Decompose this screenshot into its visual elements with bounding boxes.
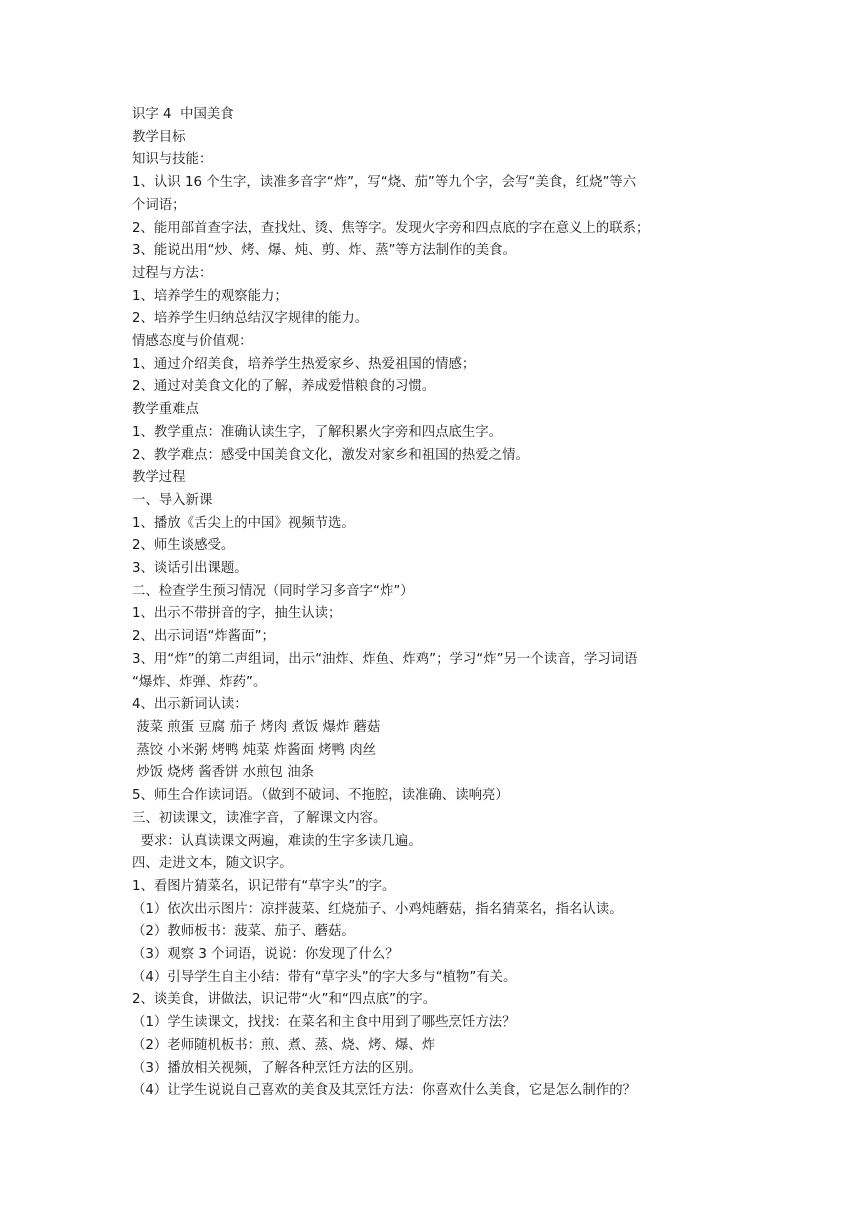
text-line: （1）依次出示图片：凉拌菠菜、红烧茄子、小鸡炖蘑菇，指名猜菜名，指名认读。 [132,901,623,917]
text-line: 2、师生谈感受。 [132,538,235,554]
text-line: 过程与方法： [132,265,213,281]
text-line: 5、师生合作读词语。（做到不破词、不拖腔，读准确、读响亮） [132,788,509,804]
text-line: 1、播放《舌尖上的中国》视频节选。 [132,515,355,531]
text-line: 二、检查学生预习情况（同时学习多音字“炸”） [132,583,414,599]
text-line: 炒饭 烧烤 酱香饼 水煎包 油条 [132,765,314,781]
text-line: 1、通过介绍美食，培养学生热爱家乡、热爱祖国的情感； [132,356,476,372]
document-body [132,104,732,1103]
text-line: 教学重难点 [132,402,199,418]
text-line: 菠菜 煎蛋 豆腐 茄子 烤肉 煮饭 爆炸 蘑菇 [132,719,381,735]
text-line: 2、出示词语“炸酱面”； [132,629,275,645]
text-line: 3、能说出用“炒、烤、爆、炖、剪、炸、蒸”等方法制作的美食。 [132,243,516,259]
text-line: 教学目标 [132,129,186,145]
text-line: 教学过程 [132,470,186,486]
text-line: 2、能用部首查字法，查找灶、烫、焦等字。发现火字旁和四点底的字在意义上的联系； [132,220,650,236]
text-line: 2、教学难点：感受中国美食文化，激发对家乡和祖国的热爱之情。 [132,447,529,463]
text-line: 一、导入新课 [132,492,213,508]
text-line: （2）教师板书：菠菜、茄子、蘑菇。 [132,924,355,940]
text-line: （4）引导学生自主小结：带有“草字头”的字大多与“植物”有关。 [132,969,517,985]
text-line: 个词语； [132,197,186,213]
text-line: 1、认识 16 个生字，读准多音字“炸”，写“烧、茄”等九个字，会写“美食，红烧”等六 [132,175,637,191]
text-line: 1、教学重点：准确认读生字，了解积累火字旁和四点底生字。 [132,424,503,440]
text-line: 情感态度与价值观： [132,334,253,350]
text-line: （3）观察 3 个词语，说说：你发现了什么？ [132,947,399,963]
text-line: 四、走进文本，随文识字。 [132,856,293,872]
text-line: （4）让学生说说自己喜欢的美食及其烹饪方法：你喜欢什么美食，它是怎么制作的？ [132,1083,636,1099]
text-line: 2、谈美食，讲做法，识记带“火”和“四点底”的字。 [132,992,437,1008]
text-line: 要求：认真读课文两遍，难读的生字多读几遍。 [132,833,422,849]
text-line: “爆炸、炸弹、炸药”。 [132,674,267,690]
text-line: 1、出示不带拼音的字，抽生认读； [132,606,342,622]
text-line: 4、出示新词认读： [132,697,248,713]
text-line: 2、通过对美食文化的了解，养成爱惜粮食的习惯。 [132,379,436,395]
text-line: 蒸饺 小米粥 烤鸭 炖菜 炸酱面 烤鸭 肉丝 [132,742,377,758]
text-line: 三、初读课文，读准字音，了解课文内容。 [132,810,387,826]
text-line: 识字 4 中国美食 [132,107,234,122]
text-line: （3）播放相关视频，了解各种烹饪方法的区别。 [132,1060,422,1076]
text-line: 知识与技能： [132,152,213,168]
text-line: （2）老师随机板书：煎、煮、蒸、烧、烤、爆、炸 [132,1037,436,1053]
text-line: 1、培养学生的观察能力； [132,288,288,304]
text-line: 2、培养学生归纳总结汉字规律的能力。 [132,311,369,327]
text-line: 1、看图片猜菜名，识记带有“草字头”的字。 [132,878,396,894]
text-line: （1）学生读课文，找找：在菜名和主食中用到了哪些烹饪方法？ [132,1015,516,1031]
text-line: 3、用“炸”的第二声组词，出示“油炸、炸鱼、炸鸡”；学习“炸”另一个读音，学习词语 [132,651,638,667]
text-line: 3、谈话引出课题。 [132,561,248,577]
